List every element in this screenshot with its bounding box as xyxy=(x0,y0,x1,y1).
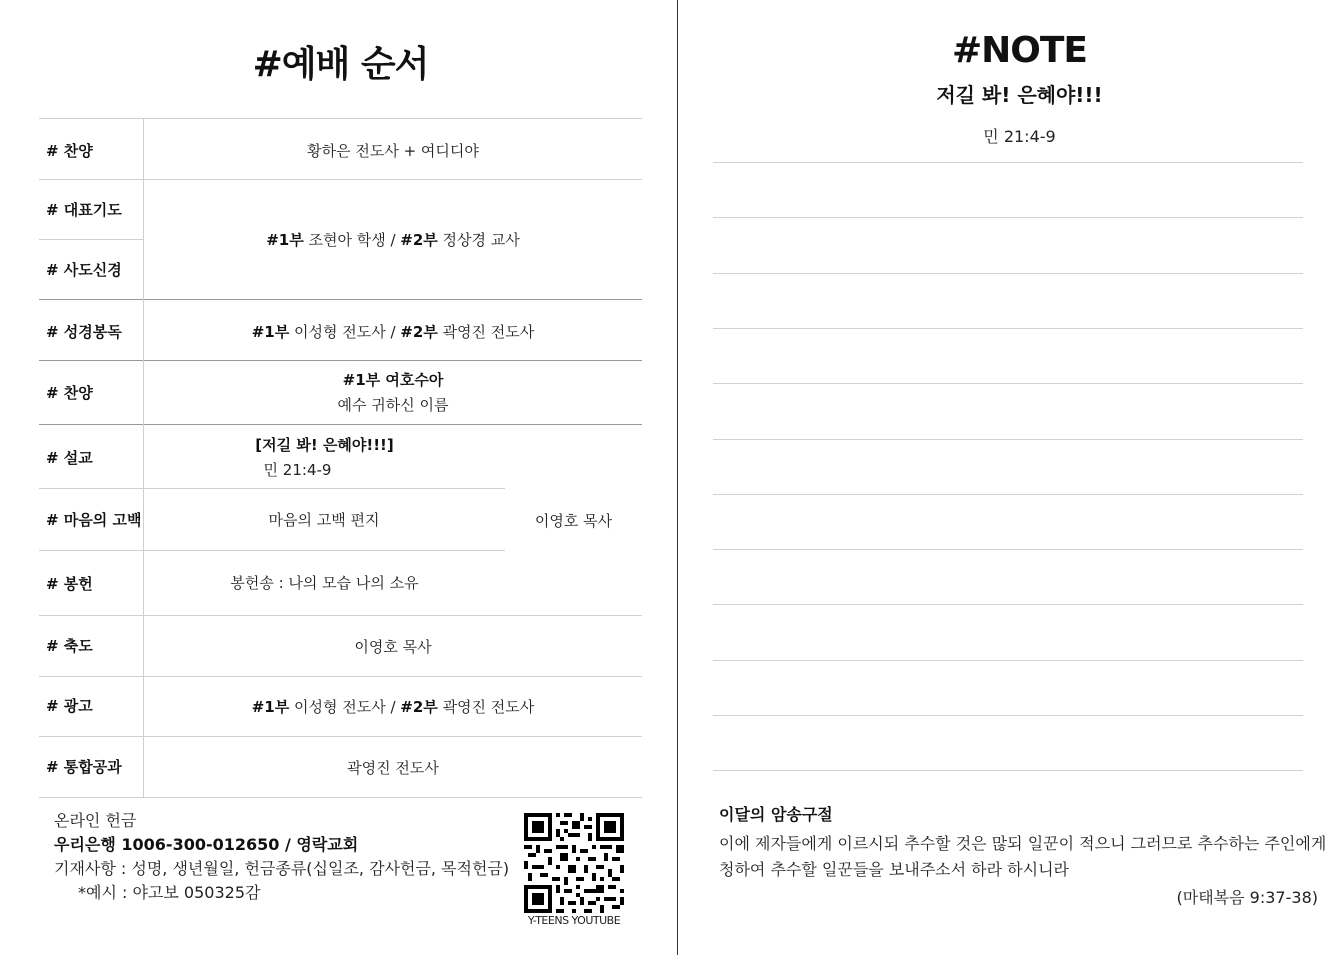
table-rule xyxy=(39,179,642,180)
table-rule xyxy=(39,118,642,119)
integrated-lesson-leader: 곽영진 전도사 xyxy=(347,759,439,777)
benediction-minister: 이영호 목사 xyxy=(354,638,432,656)
row-label-scripture-reading: # 성경봉독 xyxy=(46,323,122,341)
cell-text: 곽영진 전도사 xyxy=(437,323,535,341)
table-rule xyxy=(39,424,642,425)
session-tag: #2부 xyxy=(400,231,438,249)
table-rule xyxy=(39,239,144,240)
note-rule-line xyxy=(713,660,1303,661)
online-offering-info xyxy=(54,809,509,905)
cell-text: 황하은 전도사 + 여디디야 xyxy=(307,142,479,160)
note-rule-line xyxy=(713,383,1303,384)
memory-verse-reference: (마태복음 9:37-38) xyxy=(1176,888,1318,907)
praise-2-song: 예수 귀하신 이름 xyxy=(337,396,449,414)
session-tag: #1부 xyxy=(251,698,290,716)
confession-text: 마음의 고백 편지 xyxy=(268,511,380,529)
row-label-praise-2: # 찬양 xyxy=(46,384,93,402)
row-label-offering: # 봉헌 xyxy=(46,575,93,593)
table-rule xyxy=(39,299,642,300)
session-tag: #1부 xyxy=(266,231,304,249)
note-rule-line xyxy=(713,549,1303,550)
announcement-leaders xyxy=(144,696,642,717)
order-of-worship-title: #예배 순서 xyxy=(252,44,429,85)
bank-account: 우리은행 1006-300-012650 / 영락교회 xyxy=(54,835,359,854)
table-rule xyxy=(39,736,642,737)
note-scripture-reference: 민 21:4-9 xyxy=(983,127,1056,146)
note-rule-line xyxy=(713,217,1303,218)
youtube-qr-code[interactable] xyxy=(524,813,624,913)
offering-example: *예시 : 야고보 050325감 xyxy=(78,883,261,902)
row-label-announcements: # 광고 xyxy=(46,697,93,715)
row-label-apostles-creed: # 사도신경 xyxy=(46,261,122,279)
note-rule-line xyxy=(713,715,1303,716)
table-rule xyxy=(39,360,642,361)
sermon-reference: 민 21:4-9 xyxy=(263,461,332,479)
row-label-sermon: # 설교 xyxy=(46,449,93,467)
note-rule-line xyxy=(713,770,1303,771)
table-rule xyxy=(39,797,642,798)
memory-verse-text: 이에 제자들에게 이르시되 추수할 것은 많되 일꾼이 적으니 그러므로 추수하는 주인에게 청하여 추수할 일꾼들을 보내주소서 하라 하시니라 xyxy=(719,834,1327,879)
row-label-benediction: # 축도 xyxy=(46,637,93,655)
cell-text: 조현아 학생 / xyxy=(303,231,401,249)
online-offering-heading: 온라인 헌금 xyxy=(54,811,137,830)
table-rule xyxy=(39,615,642,616)
note-title: #NOTE xyxy=(951,30,1088,71)
session-tag: #2부 xyxy=(400,698,438,716)
note-rule-line xyxy=(713,494,1303,495)
scripture-readers xyxy=(144,321,642,342)
praise-2-team: #1부 여호수아 xyxy=(342,371,444,389)
note-sermon-title: 저길 봐! 은혜야!!! xyxy=(936,83,1103,107)
offering-song: 봉헌송 : 나의 모습 나의 소유 xyxy=(230,574,419,592)
preacher: 이영호 목사 xyxy=(534,512,613,530)
table-rule xyxy=(39,488,505,489)
row-label-confession: # 마음의 고백 xyxy=(46,511,142,529)
row-label-integrated-lesson: # 통합공과 xyxy=(46,758,122,776)
session-tag: #1부 xyxy=(251,323,290,341)
session-tag: #2부 xyxy=(400,323,438,341)
cell-text: 곽영진 전도사 xyxy=(437,698,535,716)
row-label-praise: # 찬양 xyxy=(46,142,93,160)
cell-text: 이성형 전도사 / xyxy=(289,323,401,341)
memory-verse-title: 이달의 암송구절 xyxy=(719,805,833,824)
note-rule-line xyxy=(713,328,1303,329)
offering-note: 기재사항 : 성명, 생년월일, 헌금종류(십일조, 감사헌금, 목적헌금) xyxy=(54,859,510,878)
note-rule-line xyxy=(713,162,1303,163)
prayer-creed-leaders xyxy=(144,229,642,250)
qr-caption: Y-TEENS YOUTUBE xyxy=(527,914,621,927)
row-label-representative-prayer: # 대표기도 xyxy=(46,201,122,219)
table-rule xyxy=(39,676,642,677)
cell-text: 이성형 전도사 / xyxy=(289,698,401,716)
note-rule-line xyxy=(713,439,1303,440)
note-rule-line xyxy=(713,273,1303,274)
note-rule-line xyxy=(713,604,1303,605)
table-rule xyxy=(39,550,505,551)
sermon-title: [저길 봐! 은혜야!!!] xyxy=(255,436,394,454)
cell-text: 정상경 교사 xyxy=(437,231,520,249)
page-divider xyxy=(677,0,678,955)
praise-leaders xyxy=(144,140,642,161)
